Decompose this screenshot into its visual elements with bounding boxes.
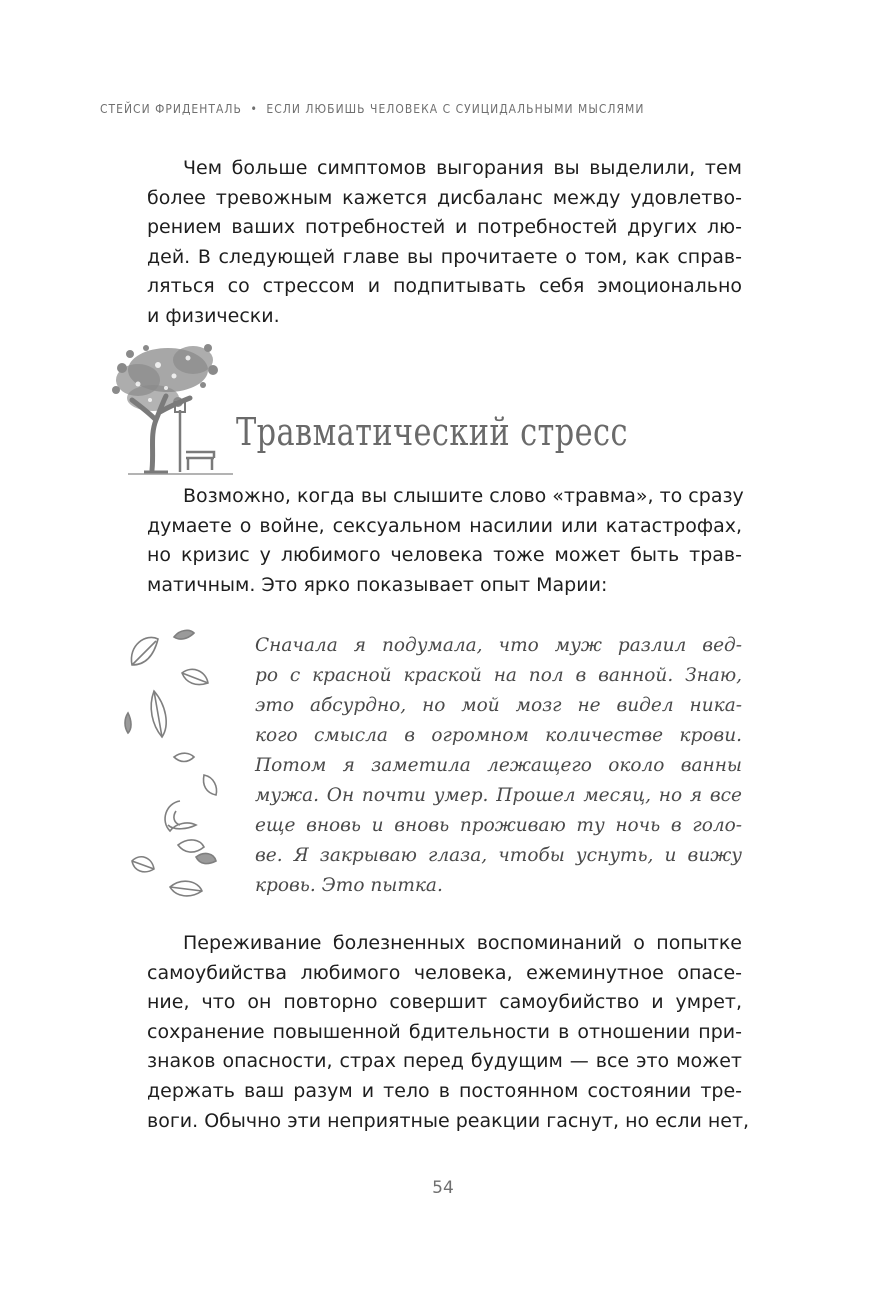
text-line: самоубийства любимого человека, ежеминутное опасе- [147,961,742,984]
text-line: рением ваших потребностей и потребностей других лю- [147,216,742,239]
paragraph-burnout [147,154,742,332]
text-line: Чем больше симптомов выгорания вы выделили, тем [183,157,742,179]
text-line: матичным. Это ярко показывает опыт Марии: [147,573,608,596]
quote-line: ро с красной краской на пол в ванной. Знаю, [255,665,742,686]
quote-line: ве. Я закрываю глаза, чтобы уснуть, и вижу [255,845,742,866]
text-line: сохранение повышенной бдительности в отношении при- [147,1020,742,1043]
text-line: Возможно, когда вы слышите слово «травма», то сразу [183,485,744,507]
quote-line: кровь. Это пытка. [255,875,443,896]
quote-line: Потом я заметила лежащего около ванны [255,755,742,776]
text-line: держать ваш разум и тело в постоянном состоянии тре- [147,1079,742,1102]
text-line: знаков опасности, страх перед будущим — все это может [147,1050,742,1073]
text-line: воги. Обычно эти неприятные реакции гаснут, но если нет, [147,1109,750,1132]
text-line: думаете о войне, сексуальном насилии или катастрофах, [147,514,742,537]
quote-line: Сначала я подумала, что муж разлил вед- [255,635,742,656]
quote-line: мужа. Он почти умер. Прошел месяц, но я все [255,785,742,806]
text-line: ние, что он повторно совершит самоубийство и умрет, [147,991,742,1014]
paragraph-painful-memories [147,929,750,1136]
running-header [100,101,645,116]
text-line: Переживание болезненных воспоминаний о попытке [183,932,742,954]
falling-leaves-icon [118,625,228,915]
quote-line: кого смысла в огромном количестве крови. [255,725,742,746]
page-number: 54 [432,1178,454,1198]
tree-with-lamp-and-bench-icon [108,340,240,480]
maria-quote [255,631,742,901]
text-line: ляться со стрессом и подпитывать себя эмоционально [147,275,742,298]
text-line: более тревожным кажется дисбаланс между удовлетво- [147,186,742,209]
header-author: СТЕЙСИ ФРИДЕНТАЛЬ [100,101,242,116]
section-title: Травматический стресс [236,410,628,454]
paragraph-trauma-intro [147,482,742,600]
text-line: дей. В следующей главе вы прочитаете о том, как справ- [147,245,742,268]
text-line: и физически. [147,304,280,327]
quote-line: еще вновь и вновь проживаю ту ночь в голо- [255,815,742,836]
quote-line: это абсурдно, но мой мозг не видел ника- [255,695,742,716]
text-line: но кризис у любимого человека тоже может быть трав- [147,544,742,567]
header-separator: • [250,101,258,116]
header-book-title: ЕСЛИ ЛЮБИШЬ ЧЕЛОВЕКА С СУИЦИДАЛЬНЫМИ МЫСЛЯМИ [266,101,645,116]
